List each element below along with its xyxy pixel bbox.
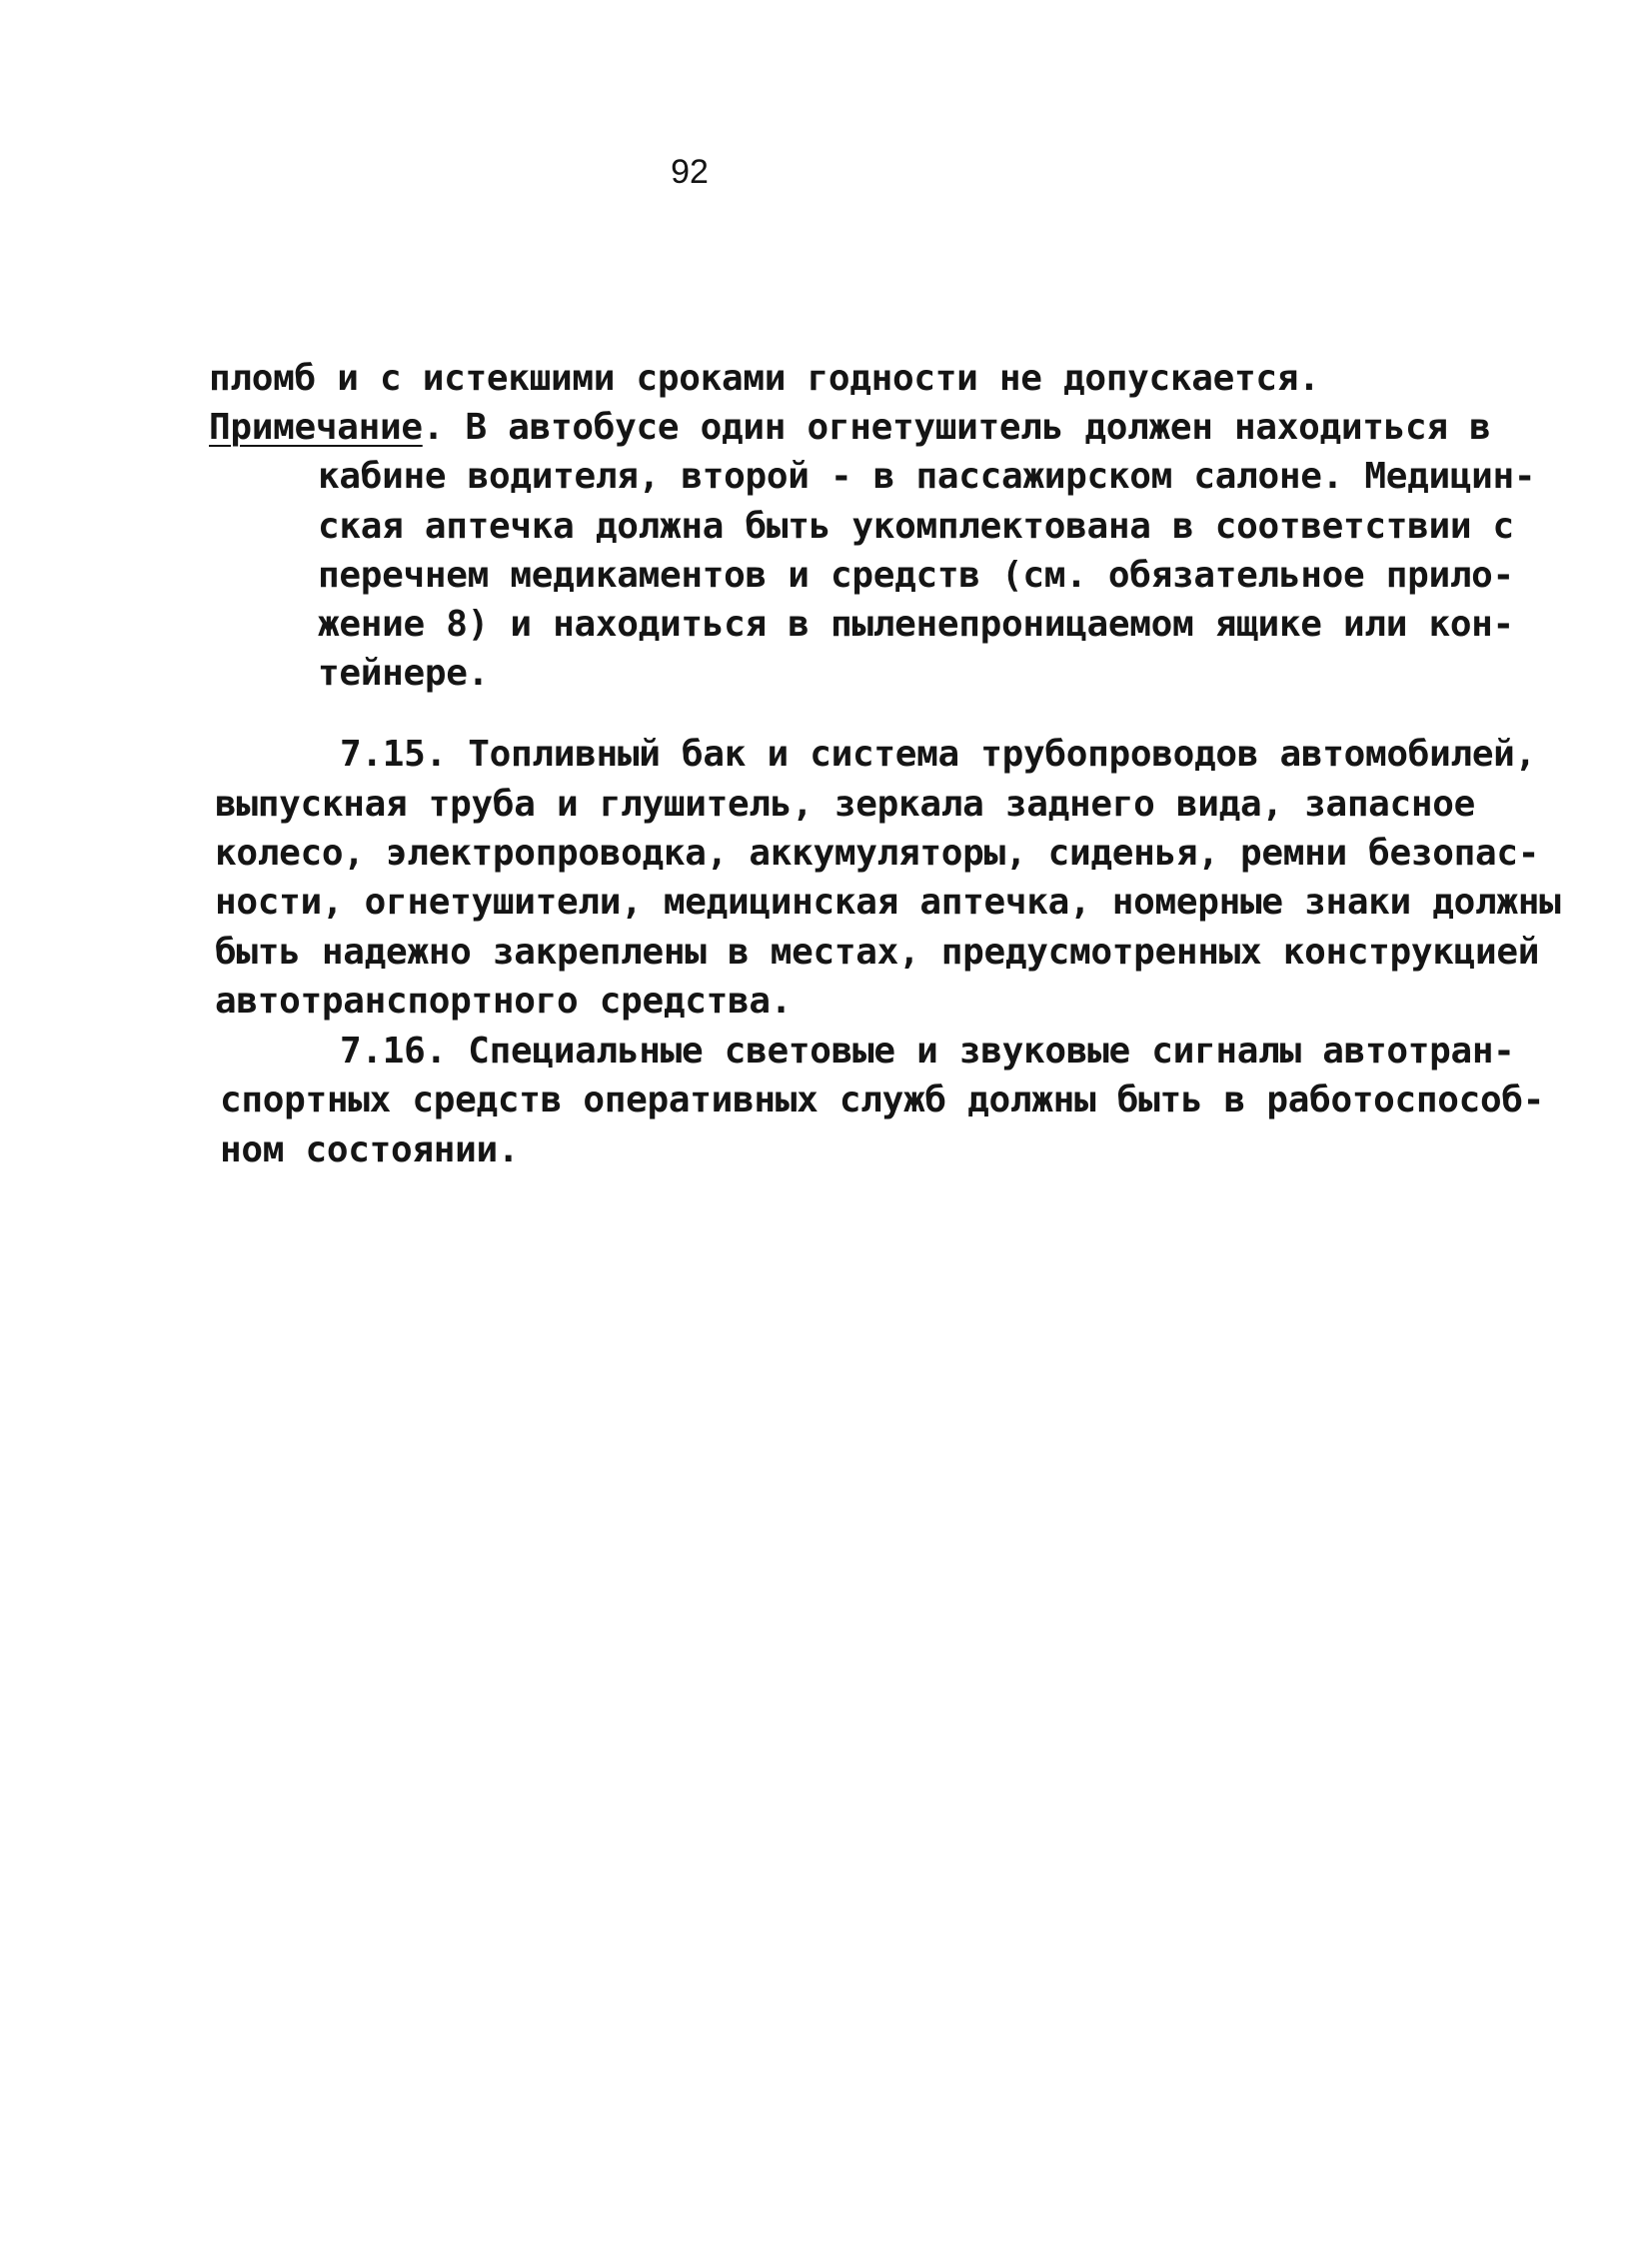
section-7-16-line: спортных средств оперативных служб должны быть в работоспособ- [220, 1080, 1545, 1121]
note-first-line [209, 403, 1490, 453]
note-first-line-text: . В автобусе один огнетушитель должен находиться в [422, 407, 1491, 448]
note-line: ская аптечка должна быть укомплектована в соответствии с [318, 506, 1514, 547]
note-label: Примечание [209, 407, 423, 448]
section-7-15-line: автотранспортного средства. [215, 981, 793, 1022]
note-line: кабине водителя, второй - в пассажирском салоне. Медицин- [318, 456, 1536, 497]
section-7-15-line: выпускная труба и глушитель, зеркала заднего вида, запасное [215, 784, 1476, 825]
paragraph-line: пломб и с истекшими сроками годности не допускается. [209, 358, 1320, 399]
section-7-15-line: быть надежно закреплены в местах, предусмотренных конструкцией [215, 932, 1540, 973]
note-line: перечнем медикаментов и средств (см. обязательное прило- [318, 555, 1514, 596]
section-7-15-line: 7.15. Топливный бак и система трубопроводов автомобилей, [340, 734, 1536, 775]
section-7-16-line: 7.16. Специальные световые и звуковые сигналы автотран- [340, 1031, 1515, 1072]
section-7-15-line: колесо, электропроводка, аккумуляторы, сиденья, ремни безопас- [215, 833, 1540, 874]
section-7-16-line: ном состоянии. [220, 1129, 520, 1170]
note-line: тейнере. [318, 653, 489, 694]
section-7-15-line: ности, огнетушители, медицинская аптечка, номерные знаки должны [215, 882, 1561, 923]
note-line: жение 8) и находиться в пыленепроницаемом ящике или кон- [318, 604, 1514, 645]
page-number: 92 [671, 153, 709, 191]
